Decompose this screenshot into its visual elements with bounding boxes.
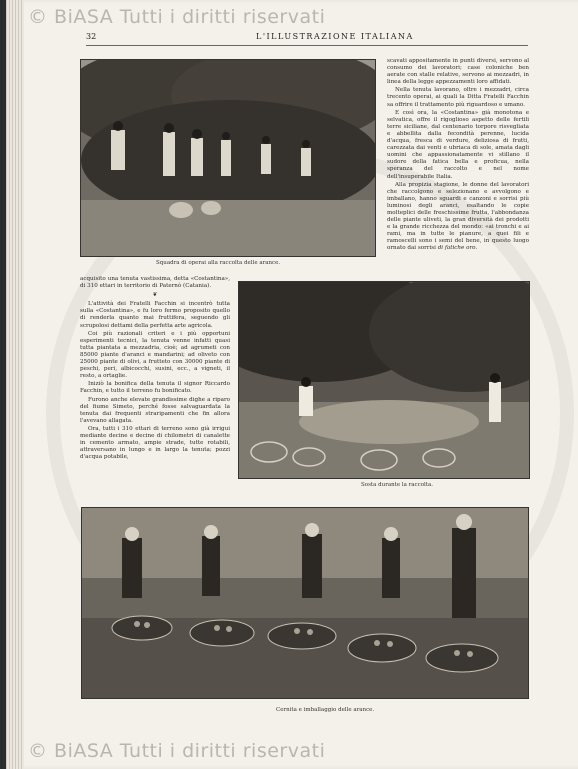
- page-header: [86, 32, 528, 46]
- paragraph: Iniziò la bonifica della tenuta il signor Riccardo Facchin, e tutto il terreno fu bonificato.: [80, 381, 230, 395]
- paragraph: E così ora, la «Costantina» già monotona e selvatica, offre il rigoglioso aspetto delle fertili terre siciliane, dal centenario torpore risvegliata e abbellita dalla fecondità perenne, lucida d'acqua, fresca di verdure, deliziosa di frutti, carezzata dai venti e ubriaca di sole, amata dagli uomini che appassionatamente vi stillano il sudore della fatica bella e proficua, nella speranza del raccolto e nel nome dell'insuperabile Italia.: [387, 109, 529, 180]
- caption-photo2: Sosta durante la raccolta.: [361, 482, 434, 488]
- header-rule: [86, 45, 528, 46]
- photo-packing-oranges: [81, 507, 529, 699]
- text-column-right: [387, 58, 529, 284]
- paragraph: Furono anche elevate grandissime dighe a riparo del fiume Simeto, perché fosse salvaguardata la tenuta dai frequenti straripamenti che fin allora l'avevano allagata.: [80, 396, 230, 424]
- magazine-title: L'ILLUSTRAZIONE ITALIANA: [256, 32, 414, 41]
- photo-resting-workers-image: [239, 282, 529, 478]
- page-binding: [6, 0, 24, 769]
- paragraph: [387, 182, 529, 253]
- paragraph: scavati appositamente in punti diversi, servono al consumo dei lavoratori; case coloniche ben aerate con stalle relative, servono ai mezzadri, in linea della legge appezzamenti loro affidati.: [387, 58, 529, 86]
- magazine-page: [6, 0, 578, 769]
- watermark-bottom: © BiASA Tutti i diritti riservati: [28, 740, 326, 762]
- paragraph: Nella tenuta lavorano, oltre i mezzadri, circa trecento operai, ai quali la Ditta Fratelli Facchin sa offrire il trattamento più riguardoso e umano.: [387, 87, 529, 108]
- paragraph: Ora, tutti i 310 ettari di terreno sono già irrigui mediante decine e decine di chilometri di canalette in cemento armato, ampie strade, tutte rotabili, attraversano in lungo e in largo la tenuta; pozzi d'acqua potabile,: [80, 425, 230, 461]
- photo-resting-workers: [238, 281, 530, 479]
- photo-harvest-workers-image: [81, 60, 375, 256]
- photo-packing-oranges-image: [82, 508, 528, 698]
- text-column-left: [80, 276, 230, 500]
- caption-photo3: Cernita e imballaggio delle arance.: [276, 707, 375, 713]
- photo-harvest-workers: [80, 59, 376, 257]
- paragraph: Coi più razionali criteri e i più opportuni esperimenti tecnici, la tenuta venne infatti quasi tutta piantata a mezzadria, cioè; ad agrumeti con 85000 piante d'aranci e mandarini; ad oliveto con 25000 piante di olivi, a frutteto con 30000 piante di peschi, peri, albicocchi, susini, ecc., a vigneti, il resto, a ortaglie.: [80, 330, 230, 380]
- watermark-top: © BiASA Tutti i diritti riservati: [28, 6, 326, 28]
- paragraph: L'attività dei Fratelli Facchin si incentrò tutta sulla «Costantina», e fu loro fermo proposito quello di renderla quanto mai fruttifera, seguendo gli scrupolosi dettami della perfetta arte agricola.: [80, 301, 230, 329]
- section-divider: ❦: [152, 292, 158, 299]
- paragraph-emphasis: di fatiche oro.: [437, 245, 478, 252]
- page-number: 32: [86, 32, 97, 41]
- paragraph: acquisito una tenuta vastissima, detta «Costantina», di 310 ettari in territorio di Paternò (Catania).: [80, 276, 230, 290]
- paragraph-text: Alla propizia stagione, le donne del lavoratori che raccolgono e selezionano e avvolgono e imballano, hanno sguardi e canzoni e sorrisi più luminosi degli aranci, esaltando le copie molteplici delle freschissime frutta, l'abbondanza delle piante uliveti, la gran diversità dei prodotti e la grande ricchezza del mondo: «ai tronchi e ai rami, ma in tutte le pianure, a quei fili e ramoscelli sono i semi del bene, in questo luogo ornato dai sorrisi: [387, 181, 529, 252]
- caption-photo1: Squadra di operai alla raccolta delle arance.: [156, 260, 281, 266]
